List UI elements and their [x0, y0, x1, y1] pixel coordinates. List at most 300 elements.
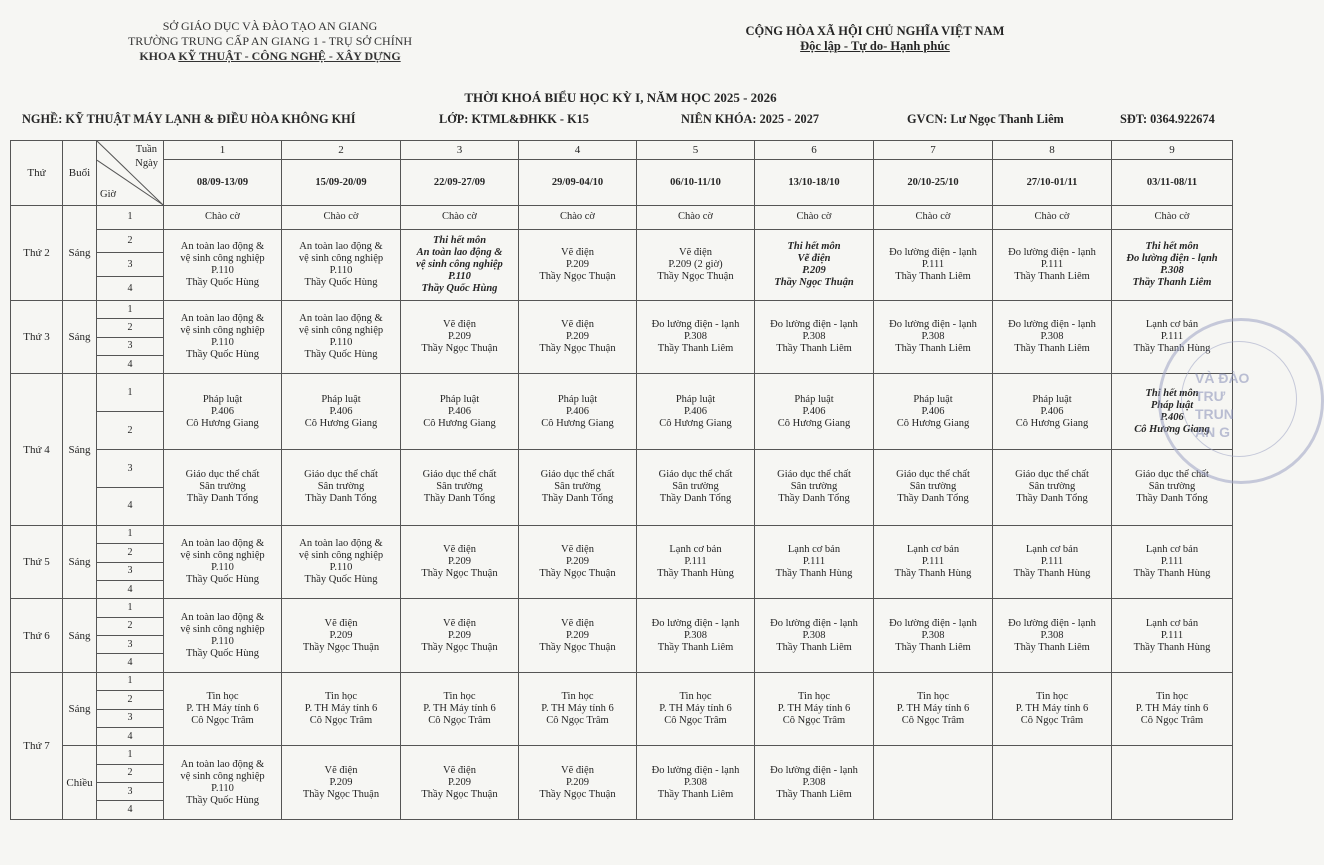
- flag-ceremony-cell: Chào cờ: [874, 205, 993, 229]
- schedule-cell-line: vệ sinh công nghiệp: [180, 325, 265, 337]
- schedule-cell-line: Thầy Ngọc Thuận: [302, 788, 380, 800]
- info-major: NGHỀ: KỸ THUẬT MÁY LẠNH & ĐIỀU HÒA KHÔNG KHÍ: [22, 112, 356, 126]
- schedule-cell: [401, 229, 519, 300]
- schedule-cell-line: Đo lường điện - lạnh: [651, 764, 740, 776]
- schedule-cell-line: Đo lường điện - lạnh: [889, 246, 977, 258]
- schedule-cell: [401, 450, 519, 526]
- schedule-cell-line: Thầy Quốc Hùng: [186, 794, 259, 806]
- schedule-cell-line: Giáo dục thể chất: [1135, 469, 1209, 481]
- schedule-cell-line: P.209: [565, 556, 590, 568]
- schedule-cell-line: Thầy Danh Tổng: [186, 493, 259, 505]
- schedule-cell-line: P.308: [802, 331, 826, 343]
- schedule-cell-line: Đo lường điện - lạnh: [770, 764, 858, 776]
- schedule-cell-line: Thầy Ngọc Thuận: [657, 270, 734, 282]
- schedule-cell-line: Thầy Thanh Hùng: [1133, 568, 1211, 580]
- schedule-cell-line: An toàn lao động &: [180, 313, 265, 325]
- schedule-cell-line: P.111: [1160, 629, 1184, 641]
- schedule-cell: [1112, 599, 1233, 673]
- schedule-cell-line: P.209: [565, 331, 590, 343]
- week-number: 9: [1112, 141, 1233, 160]
- schedule-cell: [637, 374, 755, 450]
- schedule-cell-line: Pháp luật: [321, 393, 361, 405]
- period-number: 4: [97, 356, 164, 374]
- schedule-cell-line: Vẽ điện: [561, 544, 594, 556]
- schedule-cell-line: P.406: [1160, 411, 1184, 423]
- schedule-cell-line: Lạnh cơ bản: [1145, 617, 1199, 629]
- schedule-cell-line: Cô Ngọc Trâm: [309, 715, 373, 727]
- diag-week-label: Tuần: [135, 144, 157, 155]
- schedule-cell: [282, 746, 401, 820]
- schedule-cell-line: vệ sinh công nghiệp: [180, 623, 265, 635]
- schedule-cell: [519, 746, 637, 820]
- period-number: 2: [97, 544, 164, 562]
- day-label: Thứ 7: [11, 672, 63, 819]
- day-label: Thứ 6: [11, 599, 63, 673]
- schedule-cell: [282, 599, 401, 673]
- schedule-cell: [1112, 525, 1233, 599]
- schedule-cell-line: Vẽ điện: [561, 617, 594, 629]
- schedule-cell-line: Sân trường: [909, 481, 957, 493]
- schedule-cell-line: Sân trường: [672, 481, 719, 493]
- schedule-cell-line: Thầy Ngọc Thuận: [539, 568, 616, 580]
- schedule-cell-line: Pháp luật: [439, 393, 480, 405]
- schedule-cell-line: Thầy Ngọc Thuận: [421, 568, 498, 580]
- diag-period-label: Giờ: [100, 188, 117, 200]
- schedule-cell-line: Thầy Thanh Liêm: [1132, 276, 1212, 288]
- period-number: 4: [97, 277, 164, 301]
- schedule-cell-line: Thầy Thanh Liêm: [776, 641, 852, 653]
- schedule-cell-line: An toàn lao động &: [416, 246, 503, 258]
- schedule-cell-line: Giáo dục thể chất: [540, 469, 615, 481]
- period-number: 3: [97, 450, 164, 488]
- schedule-cell-line: P.111: [1160, 331, 1184, 343]
- schedule-cell: [637, 672, 755, 746]
- schedule-cell: [755, 229, 874, 300]
- info-class: LỚP: KTML&ĐHKK - K15: [439, 112, 589, 126]
- schedule-cell-line: Pháp luật: [1032, 393, 1072, 405]
- week-date-range: 27/10-01/11: [993, 160, 1112, 205]
- seal-text-line: VÀ ĐÀO: [1195, 370, 1250, 386]
- schedule-cell-line: P. TH Máy tính 6: [659, 703, 732, 715]
- schedule-cell-line: Vẽ điện: [561, 764, 594, 776]
- week-date-range: 22/09-27/09: [401, 160, 519, 205]
- schedule-cell-line: Sân trường: [554, 481, 601, 493]
- schedule-cell-line: Thầy Quốc Hùng: [186, 574, 259, 586]
- schedule-cell-line: Thầy Thanh Liêm: [895, 343, 971, 355]
- header-faculty: [100, 49, 440, 64]
- schedule-cell: [993, 374, 1112, 450]
- schedule-cell: [1112, 746, 1233, 820]
- schedule-cell-line: P.209: [447, 776, 472, 788]
- schedule-cell-line: Pháp luật: [1150, 399, 1194, 411]
- schedule-cell-line: Thầy Danh Tổng: [897, 493, 969, 505]
- schedule-cell: [282, 374, 401, 450]
- schedule-cell: [874, 450, 993, 526]
- flag-ceremony-cell: Chào cờ: [1112, 205, 1233, 229]
- schedule-cell-line: Đo lường điện - lạnh: [1008, 319, 1096, 331]
- session-label: Chiều: [63, 746, 97, 820]
- period-number: 2: [97, 617, 164, 635]
- schedule-cell-line: Vẽ điện: [443, 764, 476, 776]
- week-number: 7: [874, 141, 993, 160]
- schedule-cell-line: Giáo dục thể chất: [1015, 469, 1089, 481]
- schedule-cell-line: Sân trường: [436, 481, 483, 493]
- schedule-cell-line: Cô Hương Giang: [777, 417, 851, 429]
- schedule-cell-line: P.110: [211, 782, 234, 794]
- schedule-cell-line: Tin học: [917, 691, 949, 703]
- seal-text-line: TRUN: [1195, 406, 1234, 422]
- schedule-cell-line: Giáo dục thể chất: [777, 469, 851, 481]
- session-label: Sáng: [63, 599, 97, 673]
- schedule-cell-line: P. TH Máy tính 6: [423, 703, 496, 715]
- schedule-cell-line: Vẽ điện: [561, 319, 594, 331]
- schedule-cell: [1112, 374, 1233, 450]
- week-number: 6: [755, 141, 874, 160]
- schedule-cell-line: Thầy Thanh Hùng: [1133, 641, 1211, 653]
- header-department: SỞ GIÁO DỤC VÀ ĐÀO TẠO AN GIANG: [162, 19, 378, 33]
- schedule-cell-line: Sân trường: [1148, 481, 1196, 493]
- schedule-cell-line: Cô Ngọc Trâm: [664, 715, 727, 727]
- schedule-cell-line: vệ sinh công nghiệp: [298, 550, 384, 562]
- schedule-cell-line: P.406: [210, 405, 235, 417]
- schedule-cell-line: vệ sinh công nghiệp: [298, 252, 384, 264]
- schedule-cell: [1112, 300, 1233, 374]
- schedule-cell: [874, 374, 993, 450]
- schedule-cell-line: P.308: [802, 776, 826, 788]
- week-number: 8: [993, 141, 1112, 160]
- schedule-cell-line: vệ sinh công nghiệp: [180, 770, 265, 782]
- faculty-prefix: KHOA: [139, 49, 179, 63]
- schedule-cell-line: P. TH Máy tính 6: [541, 703, 614, 715]
- schedule-cell-line: Tin học: [1156, 691, 1188, 703]
- schedule-cell-line: P.209: [447, 556, 472, 568]
- schedule-cell-line: P.209: [447, 331, 472, 343]
- schedule-cell-line: Vẽ điện: [324, 764, 358, 776]
- schedule-cell: [519, 300, 637, 374]
- schedule-cell-line: P.110: [448, 270, 471, 282]
- period-number: 3: [97, 636, 164, 654]
- col-header-session: Buổi: [63, 141, 97, 206]
- schedule-cell-line: P.111: [1040, 258, 1064, 270]
- schedule-cell-line: Đo lường điện - lạnh: [889, 319, 977, 331]
- schedule-cell: [282, 525, 401, 599]
- schedule-cell-line: P. TH Máy tính 6: [304, 703, 378, 715]
- schedule-cell-line: P.110: [211, 337, 234, 349]
- schedule-cell-line: Vẽ điện: [443, 544, 476, 556]
- schedule-cell-line: Pháp luật: [557, 393, 598, 405]
- header-left: [100, 19, 440, 64]
- period-number: 1: [97, 525, 164, 543]
- schedule-cell-line: Giáo dục thể chất: [185, 469, 260, 481]
- schedule-cell-line: P. TH Máy tính 6: [896, 703, 970, 715]
- schedule-cell-line: Thầy Quốc Hùng: [421, 282, 498, 294]
- schedule-cell: [519, 525, 637, 599]
- schedule-cell-line: P.111: [1160, 556, 1184, 568]
- flag-ceremony-cell: Chào cờ: [993, 205, 1112, 229]
- period-number: 3: [97, 709, 164, 727]
- schedule-cell: [993, 599, 1112, 673]
- schedule-cell: [874, 746, 993, 820]
- schedule-cell-line: Thầy Ngọc Thuận: [421, 343, 498, 355]
- schedule-cell-line: Lạnh cơ bản: [669, 544, 722, 556]
- day-label: Thứ 3: [11, 300, 63, 374]
- schedule-cell: [993, 672, 1112, 746]
- diagonal-header: [97, 141, 164, 206]
- schedule-cell-line: Đo lường điện - lạnh: [1008, 617, 1096, 629]
- schedule-cell: [401, 599, 519, 673]
- schedule-cell-line: Thầy Thanh Hùng: [1133, 343, 1211, 355]
- schedule-cell-line: An toàn lao động &: [180, 758, 265, 770]
- schedule-cell-line: P. TH Máy tính 6: [1135, 703, 1209, 715]
- schedule-cell: [755, 300, 874, 374]
- week-number: 3: [401, 141, 519, 160]
- schedule-cell-line: Thầy Thanh Liêm: [1014, 641, 1090, 653]
- schedule-cell-line: Đo lường điện - lạnh: [770, 617, 858, 629]
- week-date-range: 03/11-08/11: [1112, 160, 1233, 205]
- schedule-cell-line: Thầy Thanh Liêm: [1014, 270, 1090, 282]
- schedule-cell-line: Đo lường điện - lạnh: [651, 617, 740, 629]
- schedule-cell: [874, 229, 993, 300]
- schedule-cell-line: Lạnh cơ bản: [1025, 544, 1079, 556]
- schedule-cell-line: Cô Ngọc Trâm: [191, 715, 254, 727]
- schedule-cell-line: An toàn lao động &: [180, 240, 265, 252]
- week-date-range: 06/10-11/10: [637, 160, 755, 205]
- schedule-cell-line: Cô Hương Giang: [304, 417, 378, 429]
- schedule-cell-line: Tin học: [206, 691, 239, 703]
- schedule-cell-line: P.110: [329, 264, 353, 276]
- schedule-cell-line: vệ sinh công nghiệp: [416, 258, 503, 270]
- schedule-cell-line: P. TH Máy tính 6: [1015, 703, 1089, 715]
- schedule-cell: [755, 746, 874, 820]
- schedule-cell-line: Thầy Thanh Liêm: [1014, 343, 1090, 355]
- schedule-cell-line: vệ sinh công nghiệp: [180, 550, 265, 562]
- flag-ceremony-cell: Chào cờ: [164, 205, 282, 229]
- schedule-cell-line: Lạnh cơ bản: [1145, 544, 1199, 556]
- schedule-cell-line: An toàn lao động &: [180, 538, 265, 550]
- schedule-cell-line: Thầy Danh Tổng: [1016, 493, 1088, 505]
- period-number: 1: [97, 205, 164, 229]
- schedule-cell-line: Sân trường: [1028, 481, 1076, 493]
- schedule-cell: [755, 525, 874, 599]
- schedule-cell-line: Thầy Quốc Hùng: [186, 647, 259, 659]
- period-number: 1: [97, 300, 164, 318]
- session-label: Sáng: [63, 525, 97, 599]
- flag-ceremony-cell: Chào cờ: [401, 205, 519, 229]
- schedule-cell-line: Thầy Thanh Liêm: [776, 788, 852, 800]
- schedule-cell: [164, 229, 282, 300]
- schedule-cell-line: P.209: [565, 629, 590, 641]
- schedule-cell-line: Giáo dục thể chất: [658, 469, 733, 481]
- schedule-cell-line: P. TH Máy tính 6: [777, 703, 851, 715]
- schedule-cell-line: P.308: [683, 331, 708, 343]
- info-phone: SĐT: 0364.922674: [1120, 112, 1215, 126]
- info-homeroom-teacher: GVCN: Lư Ngọc Thanh Liêm: [907, 112, 1064, 126]
- schedule-cell-line: Thầy Thanh Liêm: [776, 343, 852, 355]
- schedule-cell-line: P.308: [1040, 331, 1064, 343]
- session-label: Sáng: [63, 672, 97, 746]
- schedule-cell-line: Cô Hương Giang: [659, 417, 732, 429]
- timetable: [10, 140, 1233, 820]
- schedule-cell-line: Giáo dục thể chất: [896, 469, 970, 481]
- schedule-cell: [401, 525, 519, 599]
- schedule-cell-line: Thầy Ngọc Thuận: [421, 641, 498, 653]
- period-number: 4: [97, 727, 164, 745]
- faculty-name: KỸ THUẬT - CÔNG NGHỆ - XÂY DỰNG: [178, 49, 401, 63]
- schedule-cell: [164, 599, 282, 673]
- schedule-cell-line: Thầy Quốc Hùng: [304, 574, 378, 586]
- schedule-cell: [993, 746, 1112, 820]
- schedule-cell-line: Cô Hương Giang: [1134, 423, 1210, 435]
- schedule-cell-line: P.110: [211, 635, 234, 647]
- schedule-cell-line: Đo lường điện - lạnh: [1126, 252, 1218, 264]
- schedule-cell-line: P.308: [1040, 629, 1064, 641]
- schedule-cell: [519, 229, 637, 300]
- seal-text-line: AN G: [1195, 424, 1230, 440]
- schedule-cell: [282, 672, 401, 746]
- schedule-cell-line: Cô Ngọc Trâm: [546, 715, 609, 727]
- schedule-cell: [637, 300, 755, 374]
- schedule-cell-line: An toàn lao động &: [180, 611, 265, 623]
- flag-ceremony-cell: Chào cờ: [755, 205, 874, 229]
- period-number: 1: [97, 374, 164, 412]
- schedule-cell-line: Tin học: [1036, 691, 1068, 703]
- schedule-cell-line: Cô Hương Giang: [1015, 417, 1089, 429]
- schedule-cell-line: P.308: [921, 331, 945, 343]
- schedule-cell-line: Thầy Danh Tổng: [541, 493, 614, 505]
- schedule-cell-line: Thầy Danh Tổng: [1136, 493, 1208, 505]
- week-date-range: 15/09-20/09: [282, 160, 401, 205]
- week-date-range: 13/10-18/10: [755, 160, 874, 205]
- week-date-range: 20/10-25/10: [874, 160, 993, 205]
- schedule-cell: [164, 450, 282, 526]
- period-number: 4: [97, 801, 164, 820]
- session-label: Sáng: [63, 300, 97, 374]
- schedule-cell-line: P.110: [211, 562, 234, 574]
- schedule-cell-line: P.406: [447, 405, 472, 417]
- schedule-cell-line: Vẽ điện: [443, 319, 476, 331]
- schedule-cell-line: Thầy Danh Tổng: [659, 493, 732, 505]
- schedule-cell: [637, 525, 755, 599]
- schedule-cell-line: Thi hết môn: [1145, 240, 1199, 252]
- col-header-day: Thứ: [11, 141, 63, 206]
- schedule-cell: [637, 450, 755, 526]
- period-number: 3: [97, 337, 164, 355]
- schedule-cell-line: Pháp luật: [202, 393, 243, 405]
- period-number: 4: [97, 580, 164, 598]
- schedule-cell-line: P.308: [1160, 264, 1184, 276]
- schedule-cell: [755, 374, 874, 450]
- schedule-cell-line: Thầy Quốc Hùng: [304, 276, 378, 288]
- schedule-cell-line: Cô Ngọc Trâm: [901, 715, 965, 727]
- schedule-cell-line: P.111: [921, 258, 945, 270]
- schedule-cell-line: vệ sinh công nghiệp: [298, 325, 384, 337]
- schedule-cell-line: P.406: [683, 405, 708, 417]
- flag-ceremony-cell: Chào cờ: [519, 205, 637, 229]
- schedule-cell-line: Pháp luật: [913, 393, 953, 405]
- schedule-cell-line: Đo lường điện - lạnh: [770, 319, 858, 331]
- schedule-cell-line: Pháp luật: [675, 393, 716, 405]
- schedule-cell-line: Sân trường: [317, 481, 365, 493]
- schedule-cell-line: Thầy Ngọc Thuận: [539, 641, 616, 653]
- schedule-cell-line: P.111: [802, 556, 826, 568]
- schedule-cell-line: P.209: [329, 776, 353, 788]
- header-country: CỘNG HÒA XÃ HỘI CHỦ NGHĨA VIỆT NAM: [745, 24, 1005, 38]
- session-label: Sáng: [63, 374, 97, 525]
- header-right: [720, 24, 1030, 54]
- schedule-cell-line: P.308: [802, 629, 826, 641]
- schedule-cell-line: Thầy Ngọc Thuận: [539, 343, 616, 355]
- schedule-cell-line: Thầy Thanh Liêm: [657, 343, 734, 355]
- page-title: THỜI KHOÁ BIỂU HỌC KỲ I, NĂM HỌC 2025 - 2026: [464, 90, 777, 105]
- schedule-cell-line: P.209 (2 giờ): [668, 258, 723, 270]
- schedule-cell-line: Vẽ điện: [561, 246, 594, 258]
- day-label: Thứ 4: [11, 374, 63, 525]
- schedule-cell-line: Thầy Ngọc Thuận: [421, 788, 498, 800]
- period-number: 1: [97, 672, 164, 690]
- schedule-cell-line: An toàn lao động &: [299, 538, 383, 550]
- schedule-cell-line: Tin học: [679, 691, 712, 703]
- schedule-cell-line: P.406: [329, 405, 353, 417]
- schedule-cell: [519, 672, 637, 746]
- schedule-cell: [282, 450, 401, 526]
- schedule-cell: [519, 450, 637, 526]
- schedule-cell: [993, 525, 1112, 599]
- schedule-cell: [874, 599, 993, 673]
- schedule-cell-line: Đo lường điện - lạnh: [1008, 246, 1096, 258]
- schedule-cell: [164, 525, 282, 599]
- period-number: 1: [97, 746, 164, 764]
- period-number: 2: [97, 319, 164, 337]
- schedule-cell-line: P.209: [565, 776, 590, 788]
- flag-ceremony-cell: Chào cờ: [282, 205, 401, 229]
- schedule-cell-line: Giáo dục thể chất: [422, 469, 497, 481]
- schedule-cell-line: Vẽ điện: [324, 617, 358, 629]
- schedule-cell: [1112, 450, 1233, 526]
- schedule-cell-line: Lạnh cơ bản: [906, 544, 960, 556]
- schedule-cell: [164, 300, 282, 374]
- schedule-cell: [637, 746, 755, 820]
- schedule-cell-line: P.209: [565, 258, 590, 270]
- schedule-cell-line: Cô Hương Giang: [186, 417, 259, 429]
- week-number: 1: [164, 141, 282, 160]
- schedule-cell-line: Pháp luật: [794, 393, 834, 405]
- period-number: 2: [97, 764, 164, 782]
- schedule-cell-line: Cô Ngọc Trâm: [1140, 715, 1204, 727]
- schedule-cell-line: P.406: [802, 405, 826, 417]
- schedule-cell-line: P. TH Máy tính 6: [186, 703, 259, 715]
- schedule-cell-line: Thầy Thanh Liêm: [657, 788, 734, 800]
- info-school-year: NIÊN KHÓA: 2025 - 2027: [681, 112, 819, 126]
- schedule-cell-line: P.209: [802, 264, 826, 276]
- period-number: 2: [97, 691, 164, 709]
- week-number: 2: [282, 141, 401, 160]
- schedule-cell-line: P.110: [329, 562, 353, 574]
- schedule-cell-line: P.110: [211, 264, 234, 276]
- schedule-cell: [755, 672, 874, 746]
- schedule-cell-line: Thi hết môn: [1145, 387, 1199, 399]
- schedule-cell: [401, 672, 519, 746]
- schedule-cell-line: Cô Hương Giang: [541, 417, 614, 429]
- week-date-range: 08/09-13/09: [164, 160, 282, 205]
- schedule-cell-line: P.406: [921, 405, 945, 417]
- schedule-cell-line: Thầy Thanh Liêm: [895, 270, 971, 282]
- seal-text-line: TRƯ: [1195, 388, 1226, 404]
- week-date-range: 29/09-04/10: [519, 160, 637, 205]
- schedule-cell: [164, 374, 282, 450]
- schedule-cell: [1112, 229, 1233, 300]
- schedule-cell-line: Giáo dục thể chất: [304, 469, 378, 481]
- schedule-cell-line: Tin học: [798, 691, 830, 703]
